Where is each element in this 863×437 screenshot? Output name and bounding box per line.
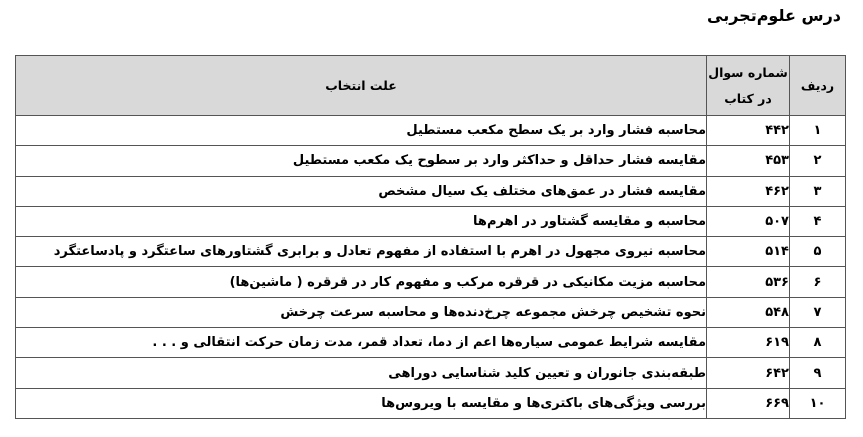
table-header-row bbox=[16, 56, 846, 116]
questions-table bbox=[15, 55, 846, 419]
table-row bbox=[16, 267, 846, 297]
table-row bbox=[16, 176, 846, 206]
table-row bbox=[16, 297, 846, 327]
header-question-number-line2: در کتاب bbox=[724, 90, 772, 106]
question-number-cell: ۴۵۳ bbox=[707, 146, 790, 176]
header-question-number bbox=[707, 56, 790, 116]
question-number-cell: ۴۴۲ bbox=[707, 116, 790, 146]
row-index-cell: ۴ bbox=[790, 206, 846, 236]
table-row bbox=[16, 206, 846, 236]
reason-cell: محاسبه فشار وارد بر یک سطح مکعب مستطیل bbox=[16, 116, 707, 146]
row-index-cell: ۶ bbox=[790, 267, 846, 297]
question-number-cell: ۴۶۲ bbox=[707, 176, 790, 206]
table-row bbox=[16, 237, 846, 267]
reason-cell: محاسبه و مقایسه گشتاور در اهرم‌ها bbox=[16, 206, 707, 236]
question-number-cell: ۵۰۷ bbox=[707, 206, 790, 236]
page-title: درس علوم‌تجربی bbox=[707, 6, 841, 25]
header-reason: علت انتخاب bbox=[16, 56, 707, 116]
reason-cell: مقایسه فشار در عمق‌های مختلف یک سیال مشخص bbox=[16, 176, 707, 206]
table-row bbox=[16, 388, 846, 418]
row-index-cell: ۵ bbox=[790, 237, 846, 267]
header-question-number-line1: شماره سوال bbox=[708, 64, 788, 80]
question-number-cell: ۵۳۶ bbox=[707, 267, 790, 297]
row-index-cell: ۷ bbox=[790, 297, 846, 327]
reason-cell: مقایسه فشار حداقل و حداکثر وارد بر سطوح یک مکعب مستطیل bbox=[16, 146, 707, 176]
table-row bbox=[16, 116, 846, 146]
row-index-cell: ۹ bbox=[790, 358, 846, 388]
table-row bbox=[16, 328, 846, 358]
row-index-cell: ۲ bbox=[790, 146, 846, 176]
table-row bbox=[16, 358, 846, 388]
row-index-cell: ۱۰ bbox=[790, 388, 846, 418]
question-number-cell: ۶۴۲ bbox=[707, 358, 790, 388]
question-number-cell: ۶۶۹ bbox=[707, 388, 790, 418]
reason-cell: محاسبه نیروی مجهول در اهرم با استفاده از مفهوم تعادل و برابری گشتاورهای ساعتگرد و پادساعتگرد bbox=[16, 237, 707, 267]
table-row bbox=[16, 146, 846, 176]
table-body bbox=[16, 116, 846, 419]
reason-cell: مقایسه شرایط عمومی سیاره‌ها اعم از دما، تعداد قمر، مدت زمان حرکت انتقالی و . . . bbox=[16, 328, 707, 358]
reason-cell: بررسی ویژگی‌های باکتری‌ها و مقایسه با ویروس‌ها bbox=[16, 388, 707, 418]
reason-cell: طبقه‌بندی جانوران و تعیین کلید شناسایی دوراهی bbox=[16, 358, 707, 388]
question-number-cell: ۵۱۴ bbox=[707, 237, 790, 267]
question-number-cell: ۶۱۹ bbox=[707, 328, 790, 358]
row-index-cell: ۸ bbox=[790, 328, 846, 358]
row-index-cell: ۳ bbox=[790, 176, 846, 206]
row-index-cell: ۱ bbox=[790, 116, 846, 146]
reason-cell: نحوه تشخیص چرخش مجموعه چرخ‌دنده‌ها و محاسبه سرعت چرخش bbox=[16, 297, 707, 327]
reason-cell: محاسبه مزیت مکانیکی در قرقره مرکب و مفهوم کار در قرقره ( ماشین‌ها) bbox=[16, 267, 707, 297]
header-row-number: ردیف bbox=[790, 56, 846, 116]
question-number-cell: ۵۴۸ bbox=[707, 297, 790, 327]
